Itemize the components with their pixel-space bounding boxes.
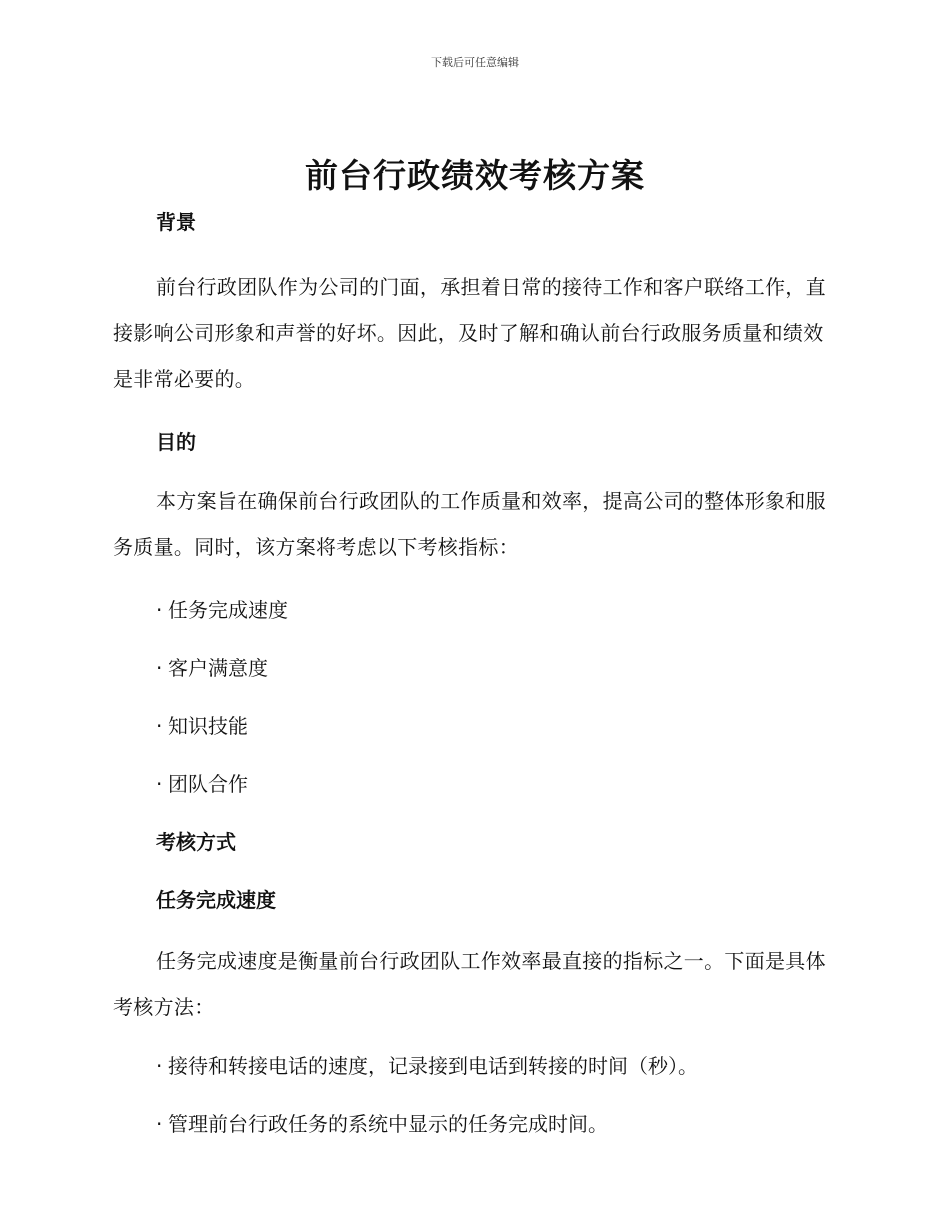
- list-item-indicator: · 任务完成速度: [113, 594, 833, 626]
- paragraph-speed: 任务完成速度是衡量前台行政团队工作效率最直接的指标之一。下面是具体考核方法：: [113, 949, 826, 1019]
- list-item-indicator: · 客户满意度: [113, 652, 833, 684]
- list-item-indicator: · 团队合作: [113, 768, 833, 800]
- paragraph-background: 前台行政团队作为公司的门面，承担着日常的接待工作和客户联络工作，直接影响公司形象和声誉的好坏。因此，及时了解和确认前台行政服务质量和绩效是非常必要的。: [113, 275, 826, 391]
- bullet-icon: ·: [156, 714, 163, 738]
- list-item-speed: · 管理前台行政任务的系统中显示的任务完成时间。: [113, 1108, 833, 1140]
- heading-speed: 任务完成速度: [156, 888, 276, 912]
- paragraph-purpose: 本方案旨在确保前台行政团队的工作质量和效率，提高公司的整体形象和服务质量。同时，该方案将考虑以下考核指标：: [113, 489, 826, 559]
- heading-method: 考核方式: [156, 830, 236, 854]
- bullet-icon: ·: [156, 1112, 163, 1136]
- bullet-icon: ·: [156, 1054, 163, 1078]
- heading-background: 背景: [156, 210, 196, 234]
- bullet-icon: ·: [156, 772, 163, 796]
- document-title: 前台行政绩效考核方案: [305, 156, 645, 195]
- list-item-indicator: · 知识技能: [113, 710, 833, 742]
- list-item-speed: · 接待和转接电话的速度，记录接到电话到转接的时间（秒）。: [113, 1050, 833, 1082]
- header-note: 下载后可任意编辑: [431, 56, 519, 69]
- document-body: [113, 206, 833, 1140]
- heading-purpose: 目的: [156, 430, 196, 454]
- bullet-icon: ·: [156, 656, 163, 680]
- bullet-icon: ·: [156, 598, 163, 622]
